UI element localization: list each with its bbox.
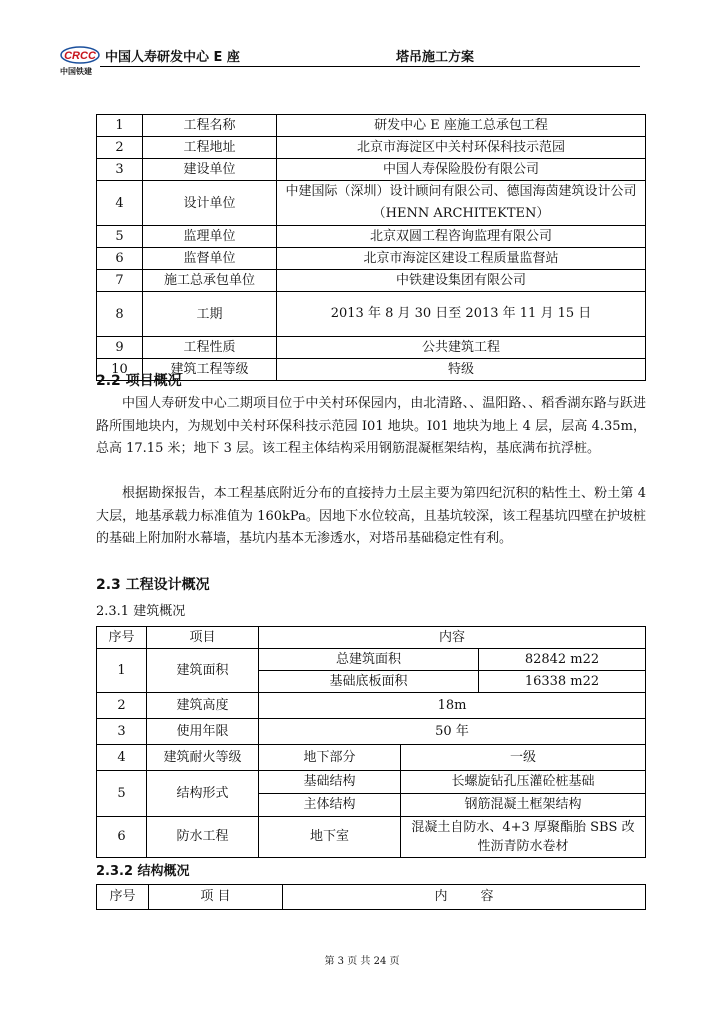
table-row bbox=[97, 292, 646, 337]
section-title-2-2: 2.2 项目概况 bbox=[96, 373, 182, 389]
table-row bbox=[97, 719, 646, 745]
cell-no: 9 bbox=[97, 337, 143, 359]
cell: 防水工程 bbox=[147, 817, 259, 858]
cell: 18m bbox=[259, 693, 646, 719]
logo-subtitle: 中国铁建 bbox=[60, 67, 92, 76]
cell: 4 bbox=[97, 745, 147, 771]
crcc-logo-icon bbox=[60, 46, 100, 64]
cell-item: 施工总承包单位 bbox=[143, 270, 277, 292]
building-overview-table bbox=[96, 626, 646, 858]
cell: 基础底板面积 bbox=[259, 671, 479, 693]
cell-content: 北京市海淀区中关村环保科技示范园 bbox=[277, 137, 646, 159]
cell-item: 工程名称 bbox=[143, 115, 277, 137]
page-header bbox=[60, 44, 640, 76]
header-doc-title: 塔吊施工方案 bbox=[396, 50, 475, 65]
header-cell: 序号 bbox=[97, 885, 149, 910]
table-row bbox=[97, 771, 646, 794]
table-header-row bbox=[97, 627, 646, 649]
cell-no: 1 bbox=[97, 115, 143, 137]
cell: 2 bbox=[97, 693, 147, 719]
cell: 长螺旋钻孔压灌砼桩基础 bbox=[401, 771, 646, 794]
cell-content: 中国人寿保险股份有限公司 bbox=[277, 159, 646, 181]
project-info-table bbox=[96, 114, 646, 381]
cell-content: 中建国际（深圳）设计顾问有限公司、德国海茵建筑设计公司（HENN ARCHITEKTEN） bbox=[277, 181, 646, 226]
cell-item: 建设单位 bbox=[143, 159, 277, 181]
cell-no: 3 bbox=[97, 159, 143, 181]
cell-item: 工程地址 bbox=[143, 137, 277, 159]
paragraph-project-overview: 中国人寿研发中心二期项目位于中关村环保园内，由北清路、、温阳路、、稻香湖东路与跃进路所围地块内，为规划中关村环保科技示范园 I01 地块。I01 地块为地上 4 层，层高 4.35m，总高 17.15 米；地下 3 层。该工程主体结构采用钢筋混凝框架结构，基底满布抗浮桩。 bbox=[96, 396, 646, 456]
cell: 6 bbox=[97, 817, 147, 858]
cell-item: 设计单位 bbox=[143, 181, 277, 226]
cell-no: 5 bbox=[97, 226, 143, 248]
cell-no: 7 bbox=[97, 270, 143, 292]
table-row bbox=[97, 137, 646, 159]
header-rule bbox=[100, 66, 640, 67]
cell: 结构形式 bbox=[147, 771, 259, 817]
cell: 建筑高度 bbox=[147, 693, 259, 719]
cell: 基础结构 bbox=[259, 771, 401, 794]
table-header-row bbox=[97, 885, 646, 910]
cell-content: 中铁建设集团有限公司 bbox=[277, 270, 646, 292]
cell-item: 建筑工程等级 bbox=[143, 359, 277, 381]
cell: 建筑耐火等级 bbox=[147, 745, 259, 771]
cell: 混凝土自防水、4+3 厚聚酯胎 SBS 改性沥青防水卷材 bbox=[401, 817, 646, 858]
table-row bbox=[97, 693, 646, 719]
header-project-title: 中国人寿研发中心 E 座 bbox=[105, 50, 240, 65]
header-cell: 项 目 bbox=[149, 885, 283, 910]
cell-item: 监督单位 bbox=[143, 248, 277, 270]
cell: 使用年限 bbox=[147, 719, 259, 745]
cell-no: 4 bbox=[97, 181, 143, 226]
cell-content: 研发中心 E 座施工总承包工程 bbox=[277, 115, 646, 137]
section-title-2-3: 2.3 工程设计概况 bbox=[96, 577, 210, 593]
cell-no: 2 bbox=[97, 137, 143, 159]
table-row bbox=[97, 649, 646, 671]
cell: 主体结构 bbox=[259, 794, 401, 817]
cell-no: 10 bbox=[97, 359, 143, 381]
header-cell: 序号 bbox=[97, 627, 147, 649]
cell-item: 工程性质 bbox=[143, 337, 277, 359]
table-row bbox=[97, 159, 646, 181]
cell: 一级 bbox=[401, 745, 646, 771]
table-row bbox=[97, 226, 646, 248]
header-cell: 项目 bbox=[147, 627, 259, 649]
cell-item: 工期 bbox=[143, 292, 277, 337]
table-row bbox=[97, 817, 646, 858]
header-cell: 内 容 bbox=[283, 885, 646, 910]
cell-no: 6 bbox=[97, 248, 143, 270]
cell-content: 特级 bbox=[277, 359, 646, 381]
cell-content: 北京市海淀区建设工程质量监督站 bbox=[277, 248, 646, 270]
subsection-title-2-3-1: 2.3.1 建筑概况 bbox=[96, 604, 186, 619]
cell: 82842 m22 bbox=[479, 649, 646, 671]
cell-content: 公共建筑工程 bbox=[277, 337, 646, 359]
table-row bbox=[97, 248, 646, 270]
cell: 建筑面积 bbox=[147, 649, 259, 693]
paragraph-geology: 根据勘探报告，本工程基底附近分布的直接持力土层主要为第四纪沉积的粘性土、粉土第 4 大层，地基承载力标准值为 160kPa。因地下水位较高，且基坑较深，该工程基坑四壁在护坡桩的基础上附加附水幕墙，基坑内基本无渗透水，对塔吊基础稳定性有利。 bbox=[96, 486, 646, 546]
cell: 地下室 bbox=[259, 817, 401, 858]
cell-content: 2013 年 8 月 30 日至 2013 年 11 月 15 日 bbox=[277, 292, 646, 337]
cell: 地下部分 bbox=[259, 745, 401, 771]
table-row bbox=[97, 115, 646, 137]
cell-item: 监理单位 bbox=[143, 226, 277, 248]
subsection-title-2-3-2: 2.3.2 结构概况 bbox=[96, 864, 190, 879]
cell-content: 北京双圆工程咨询监理有限公司 bbox=[277, 226, 646, 248]
cell: 50 年 bbox=[259, 719, 646, 745]
cell: 16338 m22 bbox=[479, 671, 646, 693]
table-row bbox=[97, 270, 646, 292]
cell-no: 8 bbox=[97, 292, 143, 337]
structure-overview-table bbox=[96, 884, 646, 910]
cell: 5 bbox=[97, 771, 147, 817]
page-number: 第 3 页 共 24 页 bbox=[324, 956, 400, 967]
cell: 钢筋混凝土框架结构 bbox=[401, 794, 646, 817]
cell: 总建筑面积 bbox=[259, 649, 479, 671]
table-row bbox=[97, 337, 646, 359]
header-cell: 内容 bbox=[259, 627, 646, 649]
cell: 1 bbox=[97, 649, 147, 693]
table-row bbox=[97, 745, 646, 771]
table-row bbox=[97, 181, 646, 226]
logo-text: CRCC bbox=[64, 50, 96, 62]
cell: 3 bbox=[97, 719, 147, 745]
